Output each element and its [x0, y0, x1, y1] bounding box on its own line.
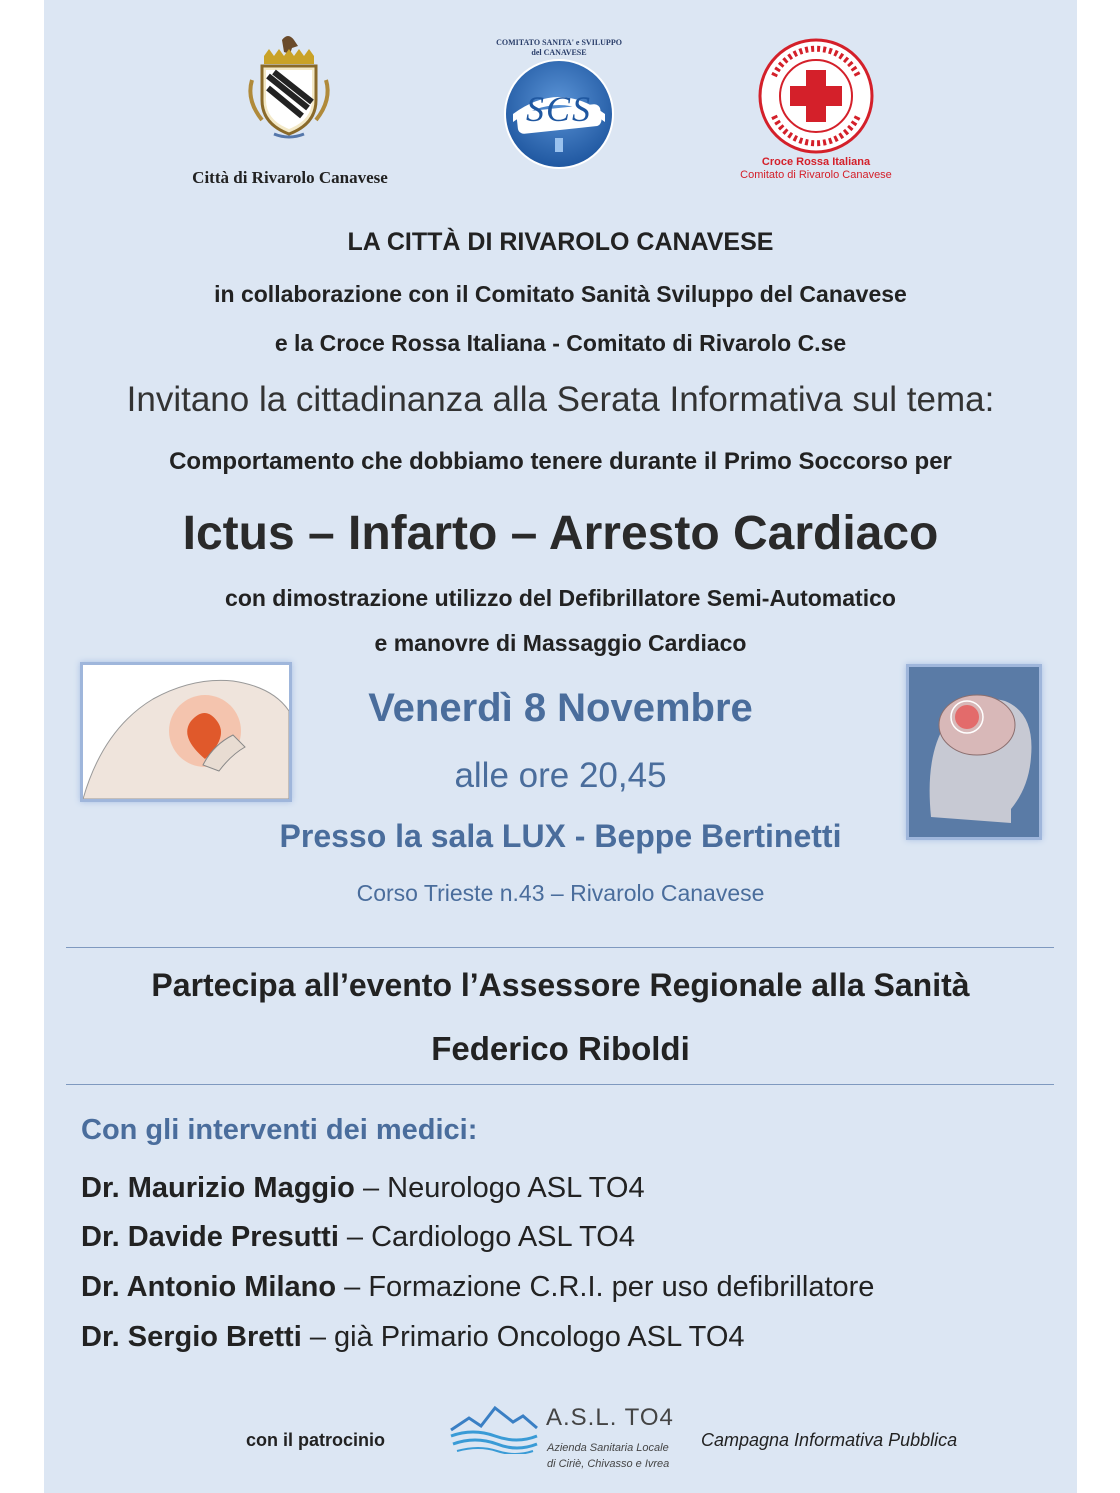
- patronage-text: con il patrocinio: [246, 1430, 386, 1450]
- red-cross-icon: [756, 36, 876, 156]
- header-line-3: e la Croce Rossa Italiana - Comitato di Rivarolo C.se: [274, 330, 847, 356]
- doctor-name: Dr. Antonio Milano: [81, 1271, 337, 1303]
- asl-sub-1: Azienda Sanitaria Locale: [547, 1442, 669, 1454]
- event-venue: Presso la sala LUX - Beppe Bertinetti: [279, 818, 842, 854]
- cri-caption-2: Comitato di Rivarolo Canavese: [740, 169, 892, 181]
- asl-sub-2: di Ciriè, Chivasso e Ivrea: [547, 1458, 670, 1470]
- guest-name: Federico Riboldi: [431, 1030, 690, 1067]
- city-logo: [234, 30, 344, 140]
- css-letters: SCS: [525, 89, 592, 129]
- poster: [44, 0, 1077, 1493]
- event-time: alle ore 20,45: [454, 756, 667, 795]
- mountains-waves-icon: [449, 1404, 539, 1454]
- divider-bottom: [66, 1084, 1054, 1085]
- doctor-name: Dr. Davide Presutti: [81, 1221, 339, 1253]
- css-logo-top-text-1: COMITATO SANITA' e SVILUPPO: [496, 38, 622, 47]
- city-caption: Città di Rivarolo Canavese: [192, 168, 388, 187]
- cri-ring-text: [756, 100, 876, 101]
- coat-of-arms-icon: [234, 30, 344, 140]
- asl-name: A.S.L. TO4: [546, 1404, 674, 1431]
- campaign-text: Campagna Informativa Pubblica: [701, 1430, 958, 1450]
- doctor-role: – già Primario Oncologo ASL TO4: [301, 1321, 745, 1353]
- doctor-row: [81, 1172, 645, 1205]
- cri-caption-1: Croce Rossa Italiana: [761, 156, 871, 168]
- event-date: Venerdì 8 Novembre: [368, 686, 753, 730]
- doctor-role: – Cardiologo ASL TO4: [338, 1221, 635, 1253]
- demo-line-1: con dimostrazione utilizzo del Defibrillatore Semi-Automatico: [225, 585, 896, 611]
- divider-top: [66, 947, 1054, 948]
- doctor-role: – Formazione C.R.I. per uso defibrillatore: [336, 1271, 875, 1303]
- event-address: Corso Trieste n.43 – Rivarolo Canavese: [356, 880, 765, 906]
- subject-line: Comportamento che dobbiamo tenere durante il Primo Soccorso per: [169, 448, 952, 475]
- doctor-row: [81, 1321, 745, 1354]
- event-title: Ictus – Infarto – Arresto Cardiaco: [182, 507, 939, 560]
- header-line-2: in collaborazione con il Comitato Sanità Sviluppo del Canavese: [214, 281, 907, 307]
- header-line-1: LA CITTÀ DI RIVAROLO CANAVESE: [347, 228, 774, 256]
- doctor-row: [81, 1221, 635, 1254]
- asl-logo: [449, 1404, 539, 1454]
- demo-line-2: e manovre di Massaggio Cardiaco: [374, 630, 747, 656]
- guest-line: Partecipa all’evento l’Assessore Regionale alla Sanità: [151, 967, 970, 1003]
- doctor-name: Dr. Sergio Bretti: [81, 1321, 302, 1353]
- invite-line: Invitano la cittadinanza alla Serata Informativa sul tema:: [126, 380, 995, 419]
- doctor-row: [81, 1271, 874, 1304]
- doctor-name: Dr. Maurizio Maggio: [81, 1172, 355, 1204]
- cri-logo: [756, 36, 876, 156]
- doctor-role: – Neurologo ASL TO4: [354, 1172, 645, 1204]
- doctors-heading: Con gli interventi dei medici:: [81, 1114, 478, 1146]
- css-logo-top-text-2: del CANAVESE: [531, 48, 587, 57]
